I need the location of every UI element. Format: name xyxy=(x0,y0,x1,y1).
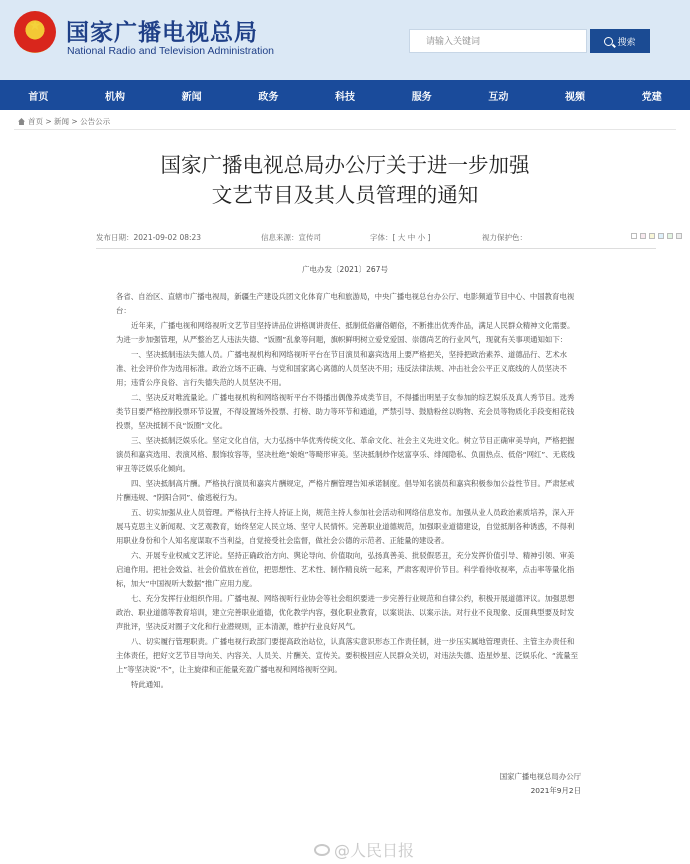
swatch-gray[interactable] xyxy=(676,233,682,239)
issuer: 国家广播电视总局办公厅 xyxy=(499,772,581,781)
paragraph: 三、坚决抵制泛娱乐化。坚定文化自信，大力弘扬中华优秀传统文化、革命文化、社会主义先进文化。树立节目正确审美导向，严格把握演员和嘉宾选用、表演风格、服饰妆容等，坚决杜绝“娘炮”等畸形审美。坚决抵制炒作炫富享乐、绯闻隐私、负面热点、低俗“网红”、无底线审丑等泛娱乐化倾向。 xyxy=(116,436,575,473)
paragraph: 七、充分发挥行业组织作用。广播电视、网络视听行业协会等社会组织要进一步完善行业规范和自律公约，积极开展道德评议。加强思想政治、职业道德等教育培训，建立完善职业道德，优化教学内容，强化职业教育，以案说法、以案示法。对行业不良现象、反面典型要及时发声批评，坚决反对圈子文化和行业潜规则，正本清源，维护行业良好风气。 xyxy=(116,594,575,631)
nav-technology[interactable]: 科技 xyxy=(335,91,356,103)
paragraph: 五、切实加强从业人员管理。严格执行主持人持证上岗，规范主持人参加社会活动和网络信息发布。加强从业人员政治素质培养，深入开展马克思主义新闻观、文艺观教育，始终坚定人民立场、坚守人民情怀。完善职业道德规范，加强职业道德建设，自觉抵制各种诱惑，不得利用职业身份和个人知名度谋取不当利益，自觉接受社会监督，做社会公德的示范者、正能量的建设者。 xyxy=(116,508,575,545)
site-name-cn[interactable]: 国家广播电视总局 xyxy=(66,20,258,46)
divider xyxy=(14,129,676,130)
search-button[interactable]: 搜索 xyxy=(590,29,650,53)
swatch-green[interactable] xyxy=(667,233,673,239)
closing-remark: 特此通知。 xyxy=(131,680,168,689)
page-title: 国家广播电视总局办公厅关于进一步加强 文艺节目及其人员管理的通知 xyxy=(160,153,530,207)
nav-party-building[interactable]: 党建 xyxy=(641,91,662,103)
paragraph: 一、坚决抵制违法失德人员。广播电视机构和网络视听平台在节目演员和嘉宾选用上要严格把关，坚持把政治素养、道德品行、艺术水准、社会评价作为选用标准。政治立场不正确、与党和国家离心离德的人员坚决不用；违反法律法规、冲击社会公平正义底线的人员坚决不用；违背公序良俗、言行失德失范的人员坚决不用。 xyxy=(116,350,568,387)
salutation: 各省、自治区、直辖市广播电视局，新疆生产建设兵团文化体育广电和旅游局，中央广播电视总台办公厅、电影频道节目中心、中国教育电视台： xyxy=(116,292,575,315)
swatch-yellow[interactable] xyxy=(649,233,655,239)
search-icon xyxy=(604,37,613,46)
nav-services[interactable]: 服务 xyxy=(411,91,432,103)
issue-date: 2021年9月2日 xyxy=(530,786,581,795)
site-name-en: National Radio and Television Administration xyxy=(67,45,275,57)
source: 信息来源：宣传司 xyxy=(261,233,321,242)
article-body xyxy=(116,290,581,693)
paragraph: 二、坚决反对唯流量论。广播电视机构和网络视听平台不得播出偶像养成类节目，不得播出明星子女参加的综艺娱乐及真人秀节目。选秀类节目要严格控制投票环节设置，不得设置场外投票、打榜、助力等环节和通道，严禁引导、鼓励粉丝以购物、充会员等物质化手段变相花钱投票，坚决抵制不良“饭圈”文化。 xyxy=(116,393,575,430)
nav-organization[interactable]: 机构 xyxy=(105,91,125,103)
paragraph: 近年来，广播电视和网络视听文艺节目坚持讲品位讲格调讲责任、抵制低俗庸俗媚俗，不断推出优秀作品，满足人民群众精神文化需要。为进一步加强管理，从严整治艺人违法失德、“饭圈”乱象等问题，旗帜鲜明树立爱党爱国、崇德尚艺的行业风气，现就有关事项通知如下： xyxy=(116,321,575,344)
document-number: 广电办发〔2021〕267号 xyxy=(302,265,388,274)
breadcrumb-text[interactable]: 首页 > 新闻 > 公告公示 xyxy=(28,117,111,126)
main-nav xyxy=(0,80,690,110)
search-input[interactable]: 请输入关键词 xyxy=(409,29,587,53)
swatch-pink[interactable] xyxy=(640,233,646,239)
nav-home[interactable]: 首页 xyxy=(28,91,49,103)
home-icon xyxy=(18,118,25,125)
site-header xyxy=(0,0,690,80)
divider xyxy=(96,248,656,249)
eye-protection-label: 视力保护色： xyxy=(482,233,527,242)
article-meta xyxy=(96,232,656,244)
publish-time: 发布日期：2021-09-02 08:23 xyxy=(96,233,202,242)
signature-block xyxy=(116,770,581,798)
nav-news[interactable]: 新闻 xyxy=(181,91,202,103)
font-size-control[interactable]: 字体：[ 大 中 小 ] xyxy=(370,233,431,242)
watermark: @人民日报 xyxy=(314,838,414,861)
swatch-blue[interactable] xyxy=(658,233,664,239)
paragraph: 四、坚决抵制高片酬。严格执行演员和嘉宾片酬规定，严格片酬管理告知承诺制度。倡导知名演员和嘉宾积极参加公益性节目。严肃惩戒片酬违规、“阴阳合同”、偷逃税行为。 xyxy=(116,479,575,502)
nav-government[interactable]: 政务 xyxy=(258,91,279,103)
swatch-white[interactable] xyxy=(631,233,637,239)
nav-video[interactable]: 视频 xyxy=(565,91,586,103)
paragraph: 六、开展专业权威文艺评论。坚持正确政治方向、舆论导向、价值取向，弘扬真善美、批驳假恶丑，充分发挥价值引导、精神引领、审美启迪作用。把社会效益、社会价值放在首位，把思想性、艺术性、制作精良统一起来，严肃客观评价节目。科学看待收视率，点击率等量化指标，加大“中国视听大数据”推广应用力度。 xyxy=(116,551,575,588)
breadcrumb xyxy=(18,116,110,127)
color-swatches[interactable] xyxy=(631,233,682,239)
weibo-icon xyxy=(314,844,330,856)
paragraph: 八、切实履行管理职责。广播电视行政部门要提高政治站位，认真落实意识形态工作责任制，进一步压实属地管理责任、主管主办责任和主体责任，把好文艺节目导向关、内容关、人员关、片酬关、宣传关。要积极回应人民群众关切，对违法失德、造星炒星、泛娱乐化、“流量至上”等坚决说“不”，让主旋律和正能量充盈广播电视和网络视听空间。 xyxy=(116,637,579,674)
national-emblem-icon: ★ xyxy=(14,11,56,53)
nav-interaction[interactable]: 互动 xyxy=(488,91,509,103)
